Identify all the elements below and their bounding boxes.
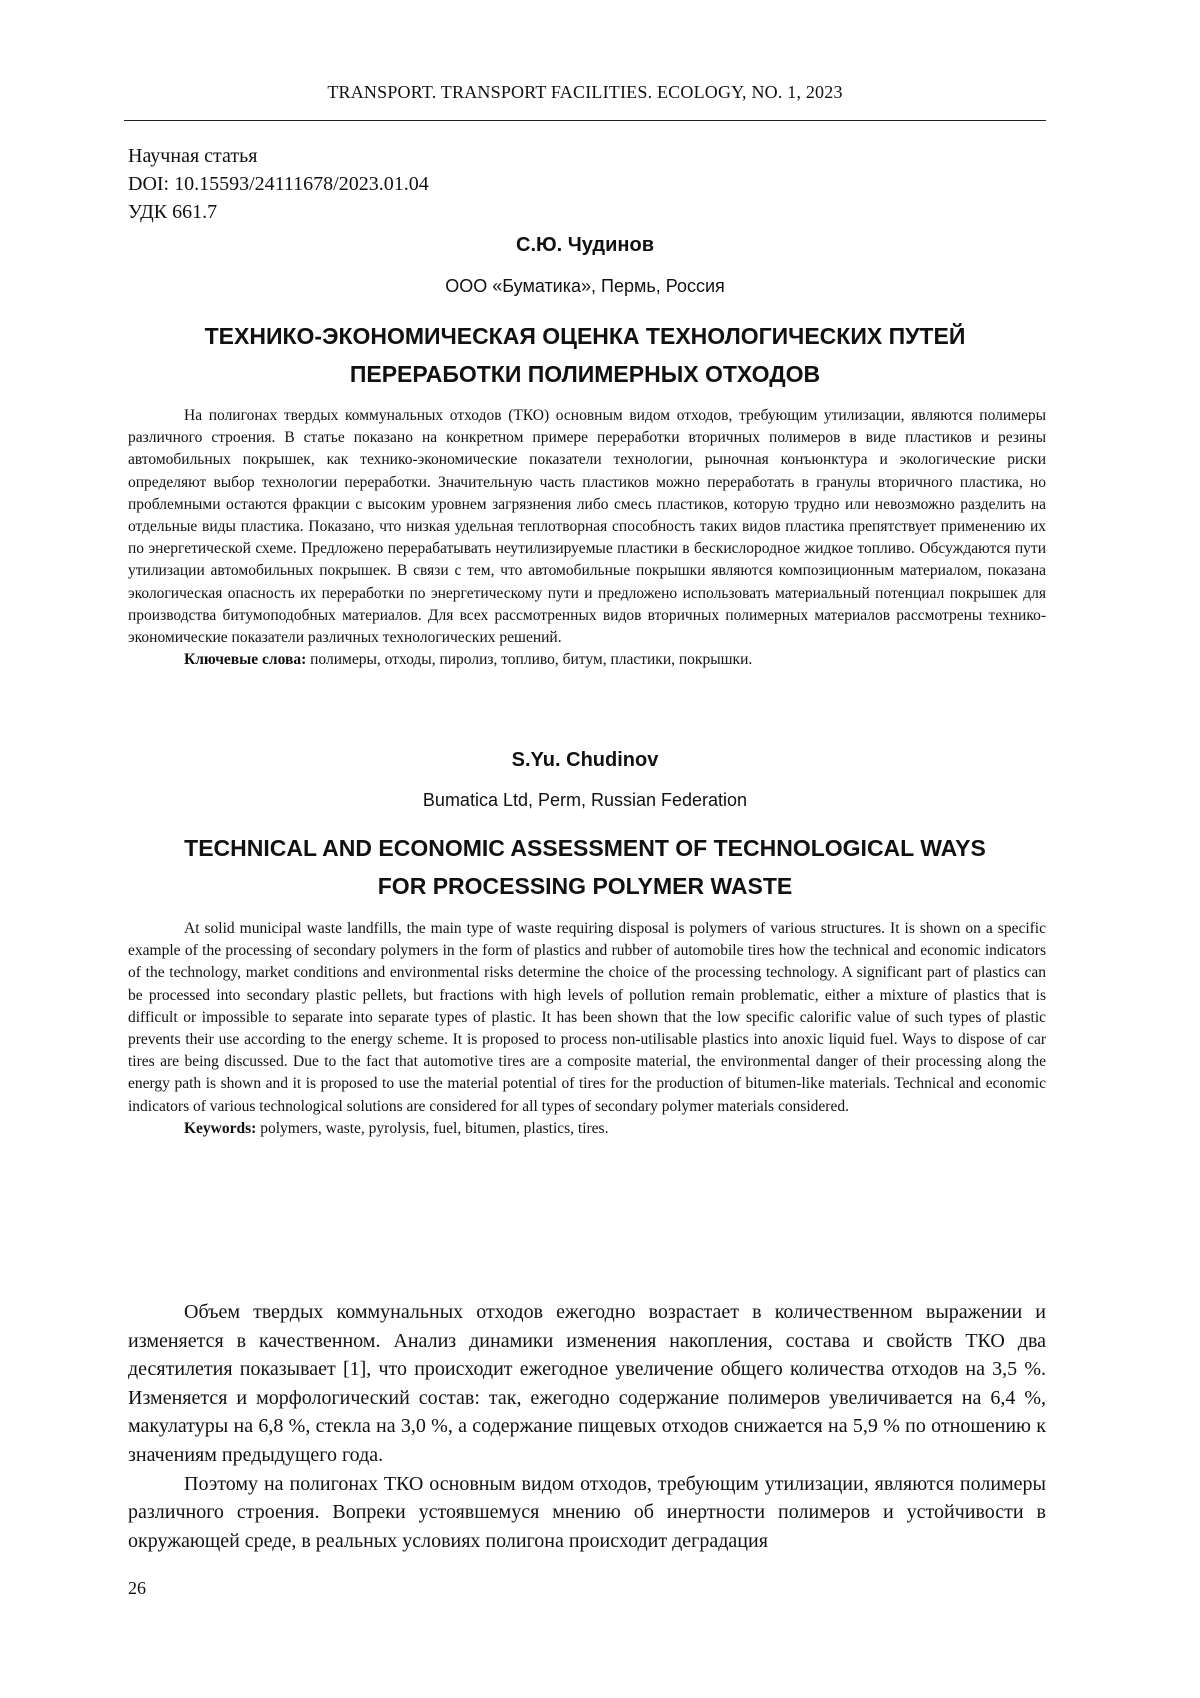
udc: УДК 661.7 <box>128 198 429 226</box>
page-number: 26 <box>128 1578 146 1599</box>
abstract-en <box>128 918 1046 1140</box>
abstract-ru-text: На полигонах твердых коммунальных отходов (ТКО) основным видом отходов, требующим утилизации, являются полимеры различного строения. В статье показано на конкретном примере переработки вторичных полимеров в виде пластиков и резины автомобильных покрышек, как технико-экономические показатели технологии, рыночная конъюнктура и экологические риски определяют выбор технологии переработки. Значительную часть пластиков можно переработать в гранулы вторичного пластика, но проблемными остаются фракции с высоким уровнем загрязнения либо смесь пластиков, которую трудно или невозможно разделить на отдельные виды пластика. Показано, что низкая удельная теплотворная способность таких видов пластика препятствует применению их по энергетической схеме. Предложено перерабатывать неутилизируемые пластики в бескислородное жидкое топливо. Обсуждаются пути утилизации автомобильных покрышек. В связи с тем, что автомобильные покрышки являются композиционным материалом, показана экологическая опасность их переработки по энергетическому пути и предложено использовать материальный потенциал покрышек для производства битумоподобных материалов. Для всех рассмотренных видов вторичных полимерных материалов рассмотрены технико-экономические показатели различных технологических решений. <box>128 405 1046 649</box>
article-meta <box>128 142 429 226</box>
abstract-en-text: At solid municipal waste landfills, the main type of waste requiring disposal is polymers of various structures. It is shown on a specific example of the processing of secondary polymers in the form of plastics and rubber of automobile tires how the technical and economic indicators of the technology, market conditions and environmental risks determine the choice of the processing technology. A significant part of plastics can be processed into secondary plastic pellets, but fractions with high levels of pollution remain problematic, either a mixture of plastics that is difficult or impossible to separate into separate types of plastic. It has been shown that the low specific calorific value of such types of plastic prevents their use according to the energy scheme. It is proposed to process non-utilisable plastics into anoxic liquid fuel. Ways to dispose of car tires are being discussed. Due to the fact that automotive tires are a composite material, the environmental danger of their processing along the energy path is shown and it is proposed to use the material potential of tires for the production of bitumen-like materials. Technical and economic indicators of various technological solutions are considered for all types of secondary polymer materials considered. <box>128 918 1046 1118</box>
title-en-line2: FOR PROCESSING POLYMER WASTE <box>124 867 1046 905</box>
body-paragraph-1: Объем твердых коммунальных отходов ежегодно возрастает в количественном выражении и изменяется в качественном. Анализ динамики изменения накопления, состава и свойств ТКО два десятилетия показывает [1], что происходит ежегодное увеличение общего количества отходов на 3,5 %. Изменяется и морфологический состав: так, ежегодно содержание полимеров увеличивается на 6,4 %, макулатуры на 6,8 %, стекла на 3,0 %, а содержание пищевых отходов снижается на 5,9 % по отношению к значениям предыдущего года. <box>128 1298 1046 1470</box>
author-ru: С.Ю. Чудинов <box>124 234 1046 257</box>
keywords-ru-label: Ключевые слова: <box>184 651 306 668</box>
keywords-ru <box>128 649 1046 671</box>
title-ru <box>124 317 1046 393</box>
affiliation-en: Bumatica Ltd, Perm, Russian Federation <box>124 790 1046 811</box>
header-rule <box>124 120 1046 121</box>
keywords-en-label: Keywords: <box>184 1120 256 1137</box>
affiliation-ru: ООО «Буматика», Пермь, Россия <box>124 276 1046 297</box>
author-en: S.Yu. Chudinov <box>124 749 1046 772</box>
body-paragraph-2: Поэтому на полигонах ТКО основным видом отходов, требующим утилизации, являются полимеры различного строения. Вопреки устоявшемуся мнению об инертности полимеров и устойчивости в окружающей среде, в реальных условиях полигона происходит деградация <box>128 1470 1046 1556</box>
title-ru-line2: ПЕРЕРАБОТКИ ПОЛИМЕРНЫХ ОТХОДОВ <box>124 355 1046 393</box>
keywords-ru-text: полимеры, отходы, пиролиз, топливо, битум, пластики, покрышки. <box>306 651 752 668</box>
abstract-ru <box>128 405 1046 671</box>
body-text <box>128 1298 1046 1555</box>
running-head: TRANSPORT. TRANSPORT FACILITIES. ECOLOGY, NO. 1, 2023 <box>124 82 1046 103</box>
keywords-en <box>128 1118 1046 1140</box>
page <box>0 0 1200 1698</box>
doi: DOI: 10.15593/24111678/2023.01.04 <box>128 170 429 198</box>
article-type: Научная статья <box>128 142 429 170</box>
title-en-line1: TECHNICAL AND ECONOMIC ASSESSMENT OF TECHNOLOGICAL WAYS <box>124 829 1046 867</box>
title-en <box>124 829 1046 905</box>
keywords-en-text: polymers, waste, pyrolysis, fuel, bitumen, plastics, tires. <box>256 1120 608 1137</box>
title-ru-line1: ТЕХНИКО-ЭКОНОМИЧЕСКАЯ ОЦЕНКА ТЕХНОЛОГИЧЕСКИХ ПУТЕЙ <box>124 317 1046 355</box>
